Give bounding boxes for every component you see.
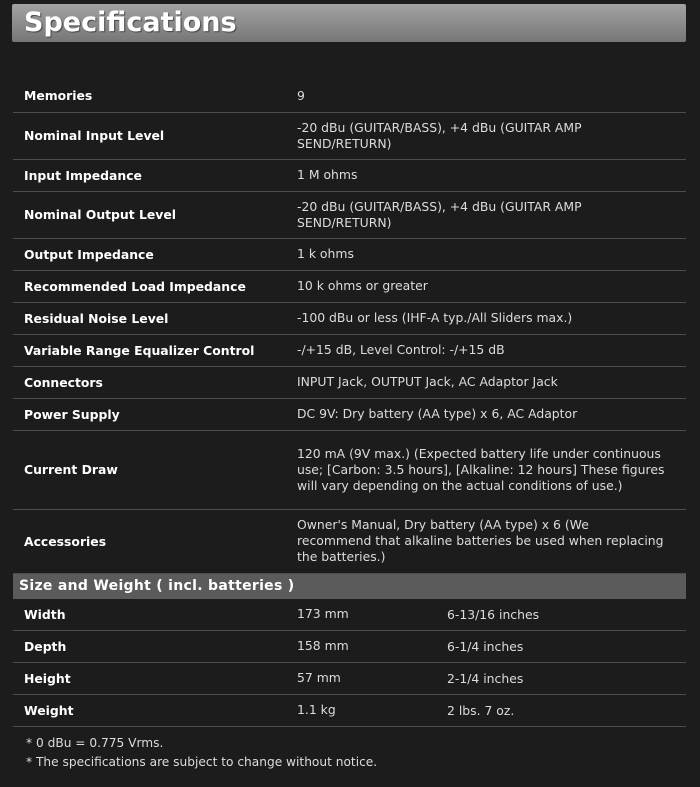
size-metric-value: 57 mm [284,662,447,694]
spec-label: Connectors [13,366,284,398]
spec-value: -100 dBu or less (IHF-A typ./All Sliders max.) [284,302,686,334]
size-metric-value: 1.1 kg [284,694,447,726]
spec-row-connectors [13,366,686,398]
size-label: Weight [13,694,284,726]
spec-row-output-impedance [13,238,686,270]
spec-value: 9 [284,80,686,112]
spec-value: -20 dBu (GUITAR/BASS), +4 dBu (GUITAR AMP SEND/RETURN) [284,191,686,238]
spec-row-nominal-output-level [13,191,686,238]
spec-label: Input Impedance [13,159,284,191]
size-label: Height [13,662,284,694]
spec-row-accessories [13,509,686,573]
spec-value: INPUT Jack, OUTPUT Jack, AC Adaptor Jack [284,366,686,398]
footnotes [26,734,377,772]
size-row-weight [13,694,686,726]
spec-row-input-impedance [13,159,686,191]
spec-value: 120 mA (9V max.) (Expected battery life under continuous use; [Carbon: 3.5 hours], [Alkaline: 12 hours] These figures will vary depending on the actual conditions of use.) [284,430,686,509]
size-label: Width [13,598,284,630]
spec-row-recommended-load-impedance [13,270,686,302]
page-title-bar [12,4,686,42]
spec-value: 1 M ohms [284,159,686,191]
section-title: Size and Weight ( incl. batteries ) [13,573,686,598]
size-metric-value: 173 mm [284,598,447,630]
size-row-height [13,662,686,694]
spec-label: Accessories [13,509,284,573]
spec-value: -/+15 dB, Level Control: -/+15 dB [284,334,686,366]
spec-label: Residual Noise Level [13,302,284,334]
spec-row-power-supply [13,398,686,430]
spec-label: Nominal Output Level [13,191,284,238]
spec-label: Output Impedance [13,238,284,270]
footnote: * The specifications are subject to change without notice. [26,755,378,769]
spec-value: -20 dBu (GUITAR/BASS), +4 dBu (GUITAR AMP SEND/RETURN) [284,112,686,159]
size-imperial-value: 6-1/4 inches [447,630,686,662]
spec-value: DC 9V: Dry battery (AA type) x 6, AC Adaptor [284,398,686,430]
size-imperial-value: 6-13/16 inches [447,598,686,630]
spec-label: Nominal Input Level [13,112,284,159]
spec-value: 10 k ohms or greater [284,270,686,302]
page-title: Specifications [24,7,237,38]
spec-label: Recommended Load Impedance [13,270,284,302]
spec-row-variable-range-equalizer-control [13,334,686,366]
spec-value: Owner's Manual, Dry battery (AA type) x 6 (We recommend that alkaline batteries be used when replacing the batteries.) [284,509,686,573]
size-imperial-value: 2 lbs. 7 oz. [447,694,686,726]
size-row-depth [13,630,686,662]
spec-label: Memories [13,80,284,112]
size-label: Depth [13,630,284,662]
spec-value: 1 k ohms [284,238,686,270]
size-imperial-value: 2-1/4 inches [447,662,686,694]
size-metric-value: 158 mm [284,630,447,662]
specifications-table [13,80,686,727]
spec-row-current-draw [13,430,686,509]
spec-label: Current Draw [13,430,284,509]
spec-label: Power Supply [13,398,284,430]
spec-row-memories [13,80,686,112]
spec-row-nominal-input-level [13,112,686,159]
size-weight-section-header [13,573,686,598]
size-row-width [13,598,686,630]
spec-label: Variable Range Equalizer Control [13,334,284,366]
spec-row-residual-noise-level [13,302,686,334]
footnote: * 0 dBu = 0.775 Vrms. [26,736,164,750]
